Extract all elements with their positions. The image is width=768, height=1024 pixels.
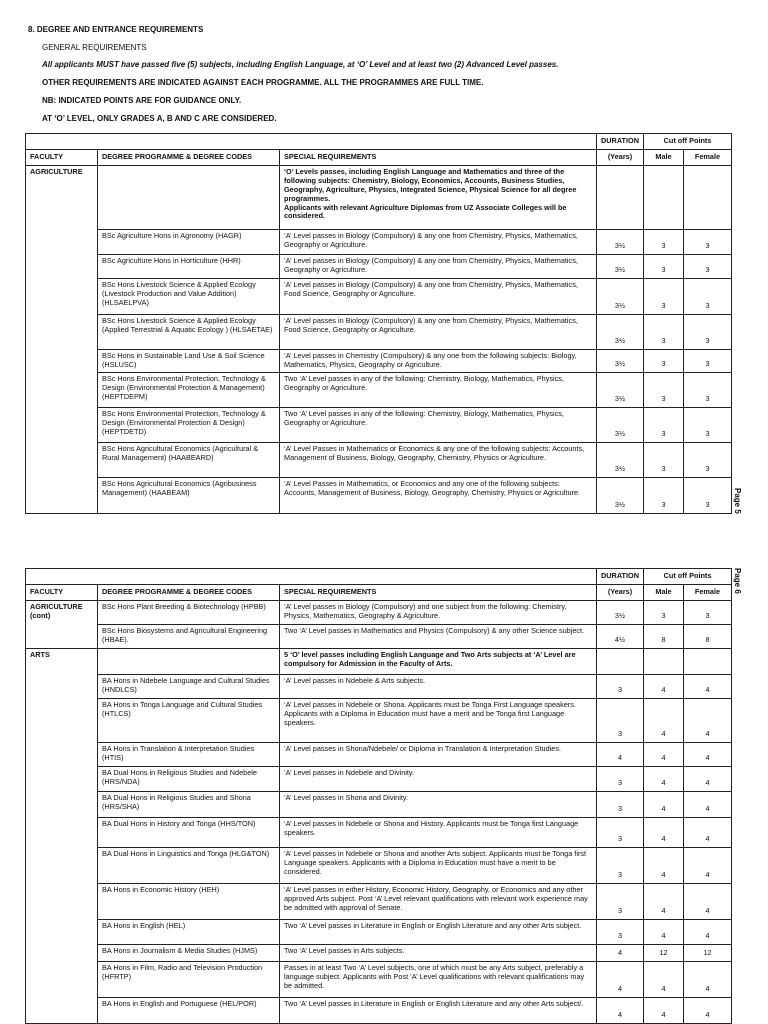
table-row — [26, 920, 732, 945]
table-row — [26, 373, 732, 408]
duration-cell: 4 — [597, 743, 644, 767]
table-row — [26, 675, 732, 699]
requirement-cell: ‘A’ Level passes in Ndebele or Shona and another Arts subject. Applicants must be Tonga first Language speakers. Applicants with a Diploma in Education must have a merit to be considered. — [280, 848, 597, 884]
duration-cell: 3 — [597, 767, 644, 792]
cutoff-header: Cut off Points — [644, 569, 732, 585]
table-row — [26, 767, 732, 792]
faculty-cell: AGRICULTURE (cont) — [26, 601, 98, 649]
programme-cell: BSc Hons Plant Breeding & Biotechnology (HPBB) — [98, 601, 280, 625]
male-points-cell: 3 — [644, 443, 684, 478]
section-heading: 8. DEGREE AND ENTRANCE REQUIREMENTS — [28, 25, 204, 34]
requirement-cell: Two ‘A’ Level passes in any of the following: Chemistry, Biology, Mathematics, Physics, Geography or Agriculture. — [280, 373, 597, 408]
male-header: Male — [644, 585, 684, 601]
requirement-cell: ‘A’ Level passes in Biology (Compulsory) and one subject from the following: Chemistry, Physics, Mathematics, Geography & Agriculture. — [280, 601, 597, 625]
female-points-cell: 4 — [684, 848, 732, 884]
general-requirements-label: GENERAL REQUIREMENTS — [42, 43, 147, 52]
female-points-cell: 3 — [684, 373, 732, 408]
duration-cell: 3½ — [597, 443, 644, 478]
female-points-cell: 3 — [684, 601, 732, 625]
duration-cell: 3 — [597, 818, 644, 848]
female-points-cell: 4 — [684, 792, 732, 818]
female-points-cell: 3 — [684, 443, 732, 478]
male-points-cell: 3 — [644, 315, 684, 350]
blank-cell — [597, 649, 644, 675]
programme-cell: BSc Hons Environmental Protection, Technology & Design (Environmental Protection & Management) (HEPTDEPM) — [98, 373, 280, 408]
male-points-cell: 3 — [644, 230, 684, 255]
male-points-cell: 4 — [644, 767, 684, 792]
faculty-cell: ARTS — [26, 649, 98, 1024]
nb-note: NB: INDICATED POINTS ARE FOR GUIDANCE ONLY. — [42, 96, 242, 105]
female-header: Female — [684, 585, 732, 601]
programme-cell: BA Hons in Economic History (HEH) — [98, 884, 280, 920]
duration-cell: 3 — [597, 792, 644, 818]
female-points-cell: 4 — [684, 675, 732, 699]
table-row — [26, 279, 732, 315]
table-row — [26, 315, 732, 350]
duration-cell: 3 — [597, 699, 644, 743]
male-points-cell: 4 — [644, 675, 684, 699]
programme-header: DEGREE PROGRAMME & DEGREE CODES — [98, 585, 280, 601]
programme-cell: BSc Hons Agricultural Economics (Agricultural & Rural Management) (HAABEARD) — [98, 443, 280, 478]
female-points-cell: 4 — [684, 743, 732, 767]
duration-cell: 3 — [597, 675, 644, 699]
requirement-cell: Two ‘A’ Level passes in Mathematics and Physics (Compulsory) & any other Science subject. — [280, 625, 597, 649]
requirement-cell: ‘A’ Level passes in Ndebele or Shona. Applicants must be Tonga First Language speakers. Applicants with a Diploma in Education must have a merit and be Tonga first Language speakers. — [280, 699, 597, 743]
blank-cell — [684, 166, 732, 230]
duration-cell: 3½ — [597, 408, 644, 443]
duration-cell: 3½ — [597, 230, 644, 255]
requirement-cell: ‘A’ Level passes in Biology (Compulsory) & any one from Chemistry, Physics, Mathematics, Food Science, Geography or Agriculture. — [280, 279, 597, 315]
all-applicants-note: All applicants MUST have passed five (5) subjects, including English Language, at ‘O’ Level and at least two (2) Advanced Level passes. — [42, 60, 559, 69]
programme-cell: BA Hons in English (HEL) — [98, 920, 280, 945]
table-row — [26, 443, 732, 478]
duration-header: DURATION — [597, 569, 644, 585]
requirement-cell: Passes in at least Two ‘A’ Level subjects, one of which must be any Arts subject, preferably a language subject. Applicants with Post ‘A’ Level qualifications with relevant qualifications may be admitted. — [280, 962, 597, 998]
female-points-cell: 4 — [684, 962, 732, 998]
duration-cell: 3½ — [597, 255, 644, 279]
duration-cell: 3 — [597, 848, 644, 884]
special-header: SPECIAL REQUIREMENTS — [280, 585, 597, 601]
requirement-cell: Two ‘A’ Level passes in any of the following: Chemistry, Biology, Mathematics, Physics, Geography or Agriculture. — [280, 408, 597, 443]
programme-cell: BA Hons in Tonga Language and Cultural Studies (HTLCS) — [98, 699, 280, 743]
table-row — [26, 998, 732, 1024]
male-points-cell: 4 — [644, 743, 684, 767]
male-points-cell: 4 — [644, 920, 684, 945]
female-points-cell: 3 — [684, 255, 732, 279]
female-points-cell: 4 — [684, 767, 732, 792]
table-row — [26, 743, 732, 767]
male-points-cell: 3 — [644, 408, 684, 443]
programme-cell: BA Hons in Ndebele Language and Cultural Studies (HNDLCS) — [98, 675, 280, 699]
female-points-cell: 8 — [684, 625, 732, 649]
programme-cell: BA Hons in English and Portuguese (HEL/POR) — [98, 998, 280, 1024]
special-header: SPECIAL REQUIREMENTS — [280, 150, 597, 166]
female-points-cell: 12 — [684, 945, 732, 962]
faculty-cell: AGRICULTURE — [26, 166, 98, 514]
male-points-cell: 4 — [644, 962, 684, 998]
programme-cell: BA Dual Hons in Religious Studies and Shona (HRS/SHA) — [98, 792, 280, 818]
other-requirements-note: OTHER REQUIREMENTS ARE INDICATED AGAINST EACH PROGRAMME. ALL THE PROGRAMMES ARE FULL TIME. — [42, 78, 484, 87]
female-points-cell: 3 — [684, 230, 732, 255]
male-points-cell: 3 — [644, 601, 684, 625]
requirements-table-page6 — [25, 568, 732, 1024]
male-points-cell: 4 — [644, 884, 684, 920]
cutoff-header: Cut off Points — [644, 134, 732, 150]
programme-cell: BA Hons in Translation & Interpretation Studies (HTIS) — [98, 743, 280, 767]
duration-header: DURATION — [597, 134, 644, 150]
male-points-cell: 3 — [644, 373, 684, 408]
female-points-cell: 4 — [684, 998, 732, 1024]
page-label-5: Page 5 — [733, 488, 742, 514]
table-row — [26, 699, 732, 743]
blank-cell — [98, 649, 280, 675]
requirement-cell: ‘A’ Level passes in Shona and Divinity. — [280, 792, 597, 818]
faculty-note-row — [26, 649, 732, 675]
faculty-note: 5 ‘O’ level passes including English Language and Two Arts subjects at ‘A’ Level are compulsory for Admission in the Faculty of Arts. — [280, 649, 597, 675]
blank-cell — [684, 649, 732, 675]
female-points-cell: 3 — [684, 350, 732, 373]
duration-cell: 3½ — [597, 478, 644, 514]
programme-cell: BSc Hons Agricultural Economics (Agribusiness Management) (HAABEAM) — [98, 478, 280, 514]
table-row — [26, 255, 732, 279]
female-points-cell: 4 — [684, 920, 732, 945]
table-row — [26, 601, 732, 625]
requirement-cell: ‘A’ Level Passes in Mathematics or Economics & any one of the following subjects: Accounts, Management of Business, Biology, Geography, Chemistry, Physics or Agriculture. — [280, 443, 597, 478]
male-points-cell: 12 — [644, 945, 684, 962]
male-points-cell: 4 — [644, 792, 684, 818]
blank-cell — [644, 649, 684, 675]
female-points-cell: 4 — [684, 884, 732, 920]
duration-cell: 4 — [597, 945, 644, 962]
male-points-cell: 4 — [644, 848, 684, 884]
duration-cell: 3 — [597, 920, 644, 945]
table-row — [26, 884, 732, 920]
programme-cell: BSc Hons Livestock Science & Applied Ecology (Livestock Production and Value Addition) (HLSAELPVA) — [98, 279, 280, 315]
programme-cell: BA Dual Hons in Linguistics and Tonga (HLG&TON) — [98, 848, 280, 884]
duration-cell: 4½ — [597, 625, 644, 649]
male-points-cell: 3 — [644, 279, 684, 315]
faculty-header: FACULTY — [26, 585, 98, 601]
o-level-note: AT ‘O’ LEVEL, ONLY GRADES A, B AND C ARE CONSIDERED. — [42, 114, 277, 123]
faculty-header: FACULTY — [26, 150, 98, 166]
duration-cell: 3½ — [597, 315, 644, 350]
blank-cell — [98, 166, 280, 230]
faculty-note-row — [26, 166, 732, 230]
programme-cell: BSc Hons Livestock Science & Applied Ecology (Applied Terrestrial & Aquatic Ecology ) (HLSAETAE) — [98, 315, 280, 350]
male-header: Male — [644, 150, 684, 166]
male-points-cell: 8 — [644, 625, 684, 649]
years-header: (Years) — [597, 585, 644, 601]
table-row — [26, 945, 732, 962]
header-blank — [26, 134, 597, 150]
programme-cell: BSc Agriculture Hons in Agronomy (HAGR) — [98, 230, 280, 255]
male-points-cell: 3 — [644, 255, 684, 279]
requirements-table-page5 — [25, 133, 732, 514]
male-points-cell: 4 — [644, 818, 684, 848]
duration-cell: 4 — [597, 962, 644, 998]
requirement-cell: ‘A’ Level passes in Ndebele & Arts subjects. — [280, 675, 597, 699]
requirement-cell: ‘A’ Level passes in Biology (Compulsory) & any one from Chemistry, Physics, Mathematics, Food Science, Geography or Agriculture. — [280, 315, 597, 350]
requirement-cell: ‘A’ Level passes in Biology (Compulsory) & any one from Chemistry, Physics, Mathematics, Geography or Agriculture. — [280, 230, 597, 255]
female-points-cell: 3 — [684, 279, 732, 315]
male-points-cell: 4 — [644, 998, 684, 1024]
duration-cell: 3½ — [597, 350, 644, 373]
programme-cell: BSc Hons in Sustainable Land Use & Soil Science (HSLUSC) — [98, 350, 280, 373]
requirement-cell: Two ‘A’ Level passes in Arts subjects. — [280, 945, 597, 962]
programme-cell: BA Dual Hons in History and Tonga (HHS/TON) — [98, 818, 280, 848]
programme-cell: BA Dual Hons in Religious Studies and Ndebele (HRS/NDA) — [98, 767, 280, 792]
years-header: (Years) — [597, 150, 644, 166]
male-points-cell: 3 — [644, 350, 684, 373]
requirement-cell: ‘A’ Level passes in Ndebele or Shona and History. Applicants must be Tonga first Language speakers. — [280, 818, 597, 848]
duration-cell: 3 — [597, 884, 644, 920]
requirement-cell: ‘A’ Level passes in Ndebele and Divinity. — [280, 767, 597, 792]
requirement-cell: ‘A’ Level passes in Biology (Compulsory) & any one from Chemistry, Physics, Mathematics, Geography or Agriculture. — [280, 255, 597, 279]
female-points-cell: 3 — [684, 408, 732, 443]
duration-cell: 3½ — [597, 373, 644, 408]
header-blank — [26, 569, 597, 585]
duration-cell: 3½ — [597, 601, 644, 625]
table-row — [26, 848, 732, 884]
table-row — [26, 478, 732, 514]
male-points-cell: 4 — [644, 699, 684, 743]
table-row — [26, 350, 732, 373]
requirement-cell: ‘A’ Level passes in either History, Economic History, Geography, or Economics and any other approved Arts subject. Post ‘A’ Level relevant qualifications with relevant work experience may be admitted with approval of Senate. — [280, 884, 597, 920]
programme-cell: BA Hons in Journalism & Media Studies (HJMS) — [98, 945, 280, 962]
requirement-cell: Two ‘A’ Level passes in Literature in English or English Literature and any other Arts subject/. — [280, 998, 597, 1024]
female-header: Female — [684, 150, 732, 166]
faculty-note: ‘O’ Levels passes, including English Language and Mathematics and three of the following subjects: Chemistry, Biology, Economics, Accounts, Business Studies, Geography, Agriculture, Physics, Integrated Science, Physical Science for all degree programmes. Applicants with relevant Agriculture Diplomas from UZ Associate Colleges will be considered. — [280, 166, 597, 230]
table-row — [26, 818, 732, 848]
male-points-cell: 3 — [644, 478, 684, 514]
duration-cell: 3½ — [597, 279, 644, 315]
female-points-cell: 3 — [684, 478, 732, 514]
table-row — [26, 625, 732, 649]
female-points-cell: 4 — [684, 699, 732, 743]
female-points-cell: 3 — [684, 315, 732, 350]
blank-cell — [597, 166, 644, 230]
requirement-cell: Two ‘A’ Level passes in Literature in English or English Literature and any other Arts subject. — [280, 920, 597, 945]
requirement-cell: ‘A’ Level passes in Chemistry (Compulsory) & any one from the following subjects: Biology, Mathematics, Physics, Geography or Agriculture. — [280, 350, 597, 373]
duration-cell: 4 — [597, 998, 644, 1024]
table-row — [26, 962, 732, 998]
programme-cell: BSc Hons Biosystems and Agricultural Engineering (HBAE). — [98, 625, 280, 649]
requirement-cell: ‘A’ Level passes in Shona/Ndebele/ or Diploma in Translation & Interpretation Studies. — [280, 743, 597, 767]
blank-cell — [644, 166, 684, 230]
programme-cell: BSc Hons Environmental Protection, Technology & Design (Environmental Protection & Design) (HEPTDETD) — [98, 408, 280, 443]
requirement-cell: ‘A’ Level Passes in Mathematics, or Economics and any one of the following subjects: Accounts, Management of Business, Biology, Geography, Chemistry, Physics or Agriculture. — [280, 478, 597, 514]
page-label-6: Page 6 — [733, 568, 742, 594]
programme-cell: BA Hons in Film, Radio and Television Production (HFRTP) — [98, 962, 280, 998]
female-points-cell: 4 — [684, 818, 732, 848]
table-row — [26, 230, 732, 255]
table-row — [26, 408, 732, 443]
table-row — [26, 792, 732, 818]
programme-header: DEGREE PROGRAMME & DEGREE CODES — [98, 150, 280, 166]
programme-cell: BSc Agriculture Hons in Horticulture (HHR) — [98, 255, 280, 279]
